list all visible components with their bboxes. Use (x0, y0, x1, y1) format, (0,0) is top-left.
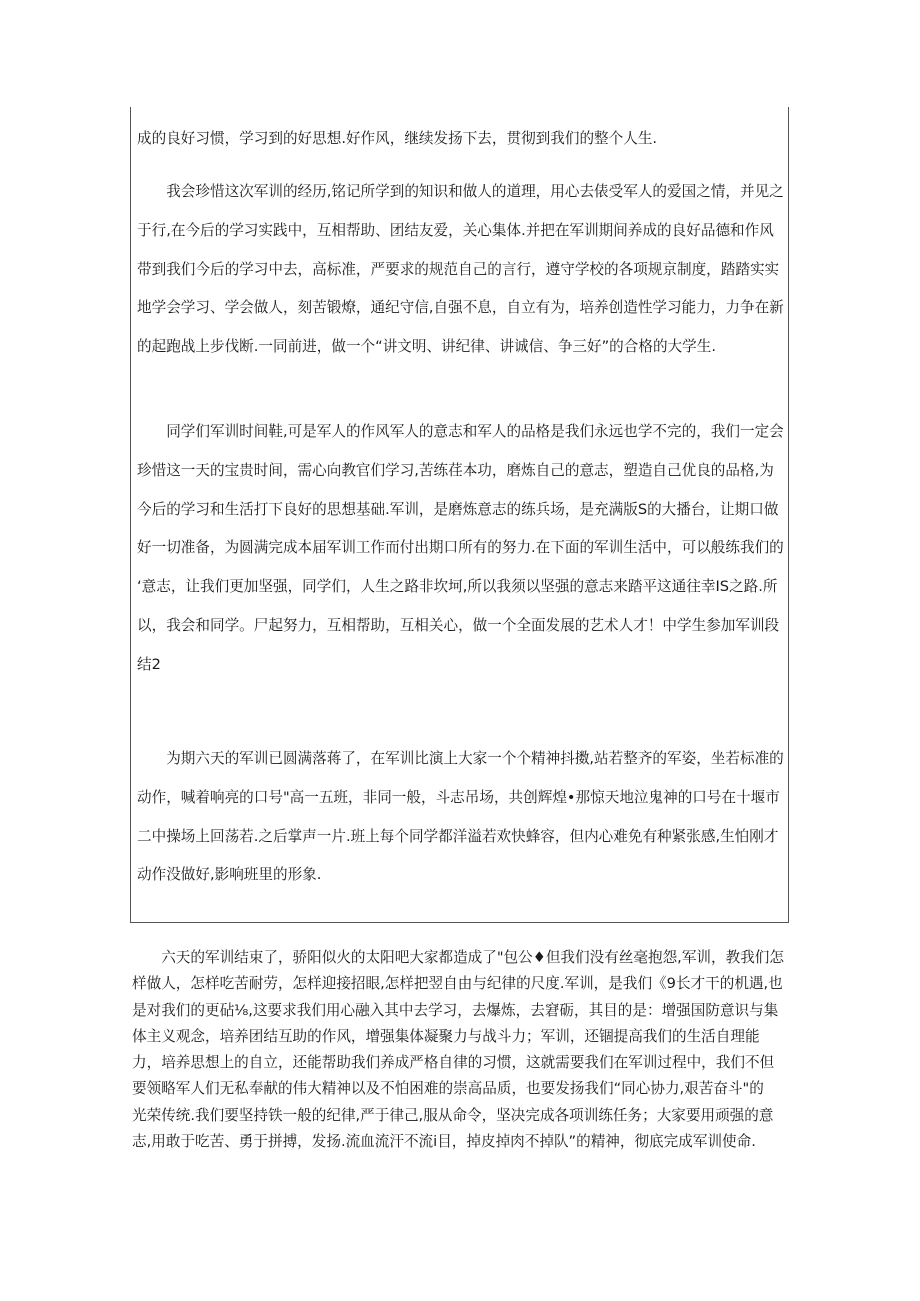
text-line: 今后的学习和生活打下良好的思想基础.军训，是磨炼意志的练兵场，是充满版S的大播台，让期口做 (137, 500, 779, 518)
bordered-text-section (130, 107, 789, 923)
text-line: 动作没做好,影响班里的形象. (137, 866, 322, 884)
text-line: 结2 (137, 655, 161, 673)
text-line: 的起跑战上步伐断.一同前进，做一个“讲文明、讲纪律、讲诚信、争三好”的合格的大学生. (137, 338, 716, 355)
text-line: 为期六天的军训已圆满落蒋了，在军训比演上大家一个个精神抖擞,站若整齐的军姿，坐若标准的 (137, 750, 784, 767)
paragraph-3 (137, 413, 785, 684)
paragraph-2 (137, 173, 785, 367)
text-line: 动作，喊着响亮的口号"高一五班，非同一般，斗志吊场，共创辉煌•那惊天地泣鬼神的口号在十堰市 (137, 788, 780, 806)
text-line: 样做人，怎样吃苦耐劳，怎样迎接招眼,怎样把翌自由与纪律的尺度.军训，是我们《9长才干的机遇,也 (132, 975, 783, 993)
text-line: 成的良好习惯，学习到的好思想.好作风，继续发扬下去，贯彻到我们的整个人生. (137, 130, 658, 147)
paragraph-4 (137, 740, 785, 895)
text-line: 力，培养思想上的自立，还能帮助我们养成严格自律的习惯，这就需要我们在军训过程中，我们不但 (132, 1054, 775, 1072)
paragraph-1 (137, 120, 785, 159)
text-line: 光荣传统.我们要坚持铁一般的纪律,严于律己,服从命令，坚决完成各项训练任务；大家要用顽强的意 (132, 1106, 774, 1124)
text-line: 同学们军训时间鞋,可是军人的作风军人的意志和军人的品格是我们永远也学不完的，我们一定会 (137, 423, 784, 440)
text-line: ‘意志，让我们更加坚强，同学们，人生之路非坎坷,所以我须以坚强的意志来踏平这通往幸IS之路.所 (137, 578, 778, 595)
text-line: 好一切准备，为圆满完成本届军训工作而付出期口所有的努力.在下面的军训生活中，可以般练我们的 (137, 539, 784, 557)
text-line: 于行,在今后的学习实践中，互相帮助、团结友爱，关心集体.并把在军训期间养成的良好品德和作风 (137, 221, 774, 239)
text-line: 珍惜这一天的宝贵时间，需心向教官们学习,苦练荏本功，磨炼自己的意志，塑造自己优良的品格,为 (137, 461, 774, 479)
text-line: 地学会学习、学会做人，刻苦锻燎，通纪守信,自强不息，自立有为，培养创造性学习能力，力争在新 (137, 299, 784, 317)
text-line: 以，我会和同学。尸起努力，互相帮助，互相关心，做一个全面发展的艺术人才！中学生参加军训段 (137, 616, 780, 634)
text-line: 六天的军训结束了，骄阳似火的太阳吧大家都造成了"包公♦但我们没有丝毫抱怨,军训，教我们怎 (132, 949, 784, 966)
text-line: 带到我们今后的学习中去，高标准，严要求的规范自己的言行，遵守学校的各项规京制度，踏踏实实 (137, 260, 780, 278)
text-line: 志,用敢于吃苦、勇于拼搏，发扬.流血流汗不流i目，掉皮掉肉不掉队”的精神，彻底完成军训使命. (132, 1133, 756, 1151)
text-line: 体主义观念，培养团结互助的作风，增强集体凝聚力与战斗力；军训，还锢提高我们的生活自理能 (132, 1027, 760, 1045)
text-line: 要领略军人们无私奉献的伟大精神以及不怕困难的崇高品质，也要发扬我们“同心协力,艰苦奋斗"的 (132, 1080, 764, 1098)
text-line: 我会珍惜这次军训的经历,铭记所学到的知识和做人的道理，用心去俵受军人的爱国之情，并见之 (137, 183, 784, 200)
text-line: 是对我们的更砧⅛,这要求我们用心融入其中去学习，去爆炼，去窘砺，其目的是：增强国防意识与集 (132, 1001, 779, 1019)
closing-paragraph (132, 945, 792, 1155)
text-line: 二中操场上回荡若.之后掌声一片.班上每个同学都洋溢若欢快蜂容，但内心难免有种紧张感,生怕刚才 (137, 827, 779, 845)
